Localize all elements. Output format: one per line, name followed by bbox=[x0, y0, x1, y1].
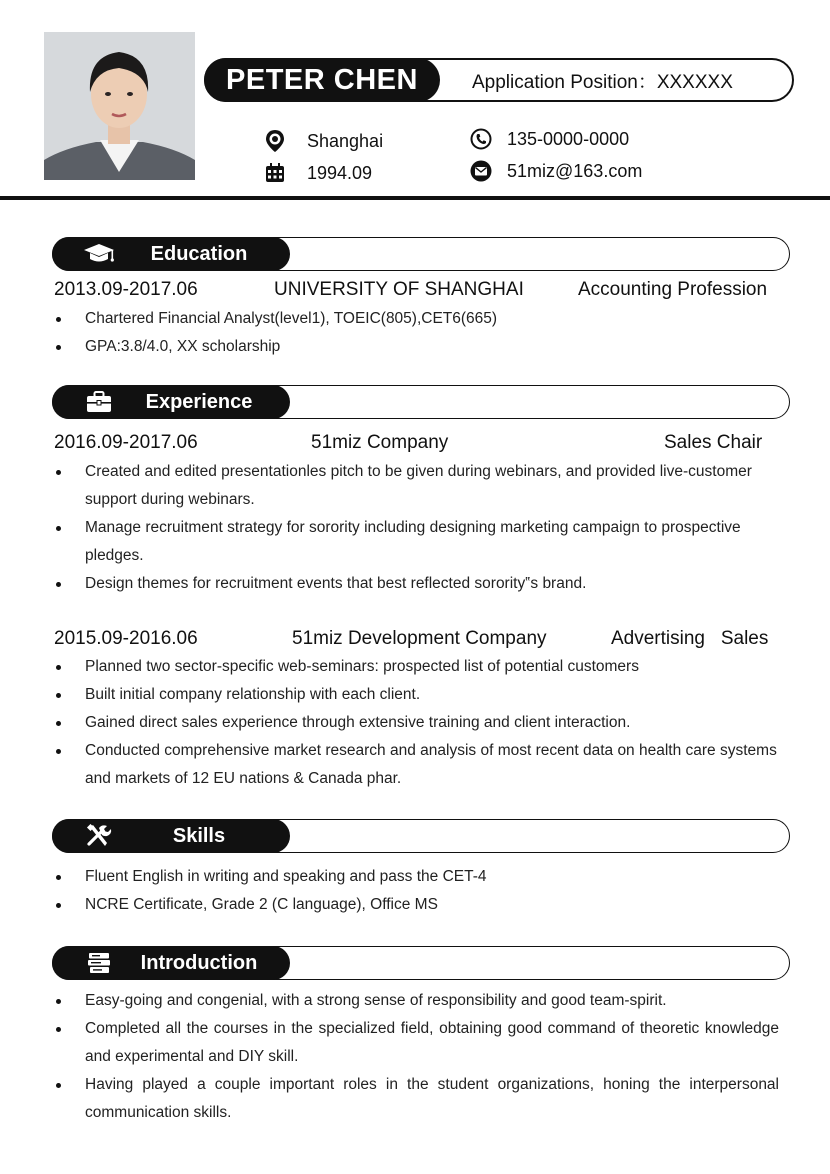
contact-phone bbox=[469, 125, 629, 153]
graduation-cap-icon bbox=[82, 242, 116, 266]
list-item: Built initial company relationship with each client. bbox=[56, 681, 780, 709]
education-section-header bbox=[52, 237, 290, 271]
list-item: Design themes for recruitment events that best reflected sorority‟s brand. bbox=[56, 570, 780, 598]
list-item: Manage recruitment strategy for sorority including designing marketing campaign to prospective pledges. bbox=[56, 514, 780, 570]
job-1-company: 51miz Company bbox=[311, 432, 449, 453]
portrait-illustration bbox=[44, 32, 195, 180]
list-item: Chartered Financial Analyst(level1), TOEIC(805),CET6(665) bbox=[56, 305, 780, 333]
mail-icon bbox=[469, 159, 493, 183]
introduction-title: Introduction bbox=[140, 951, 258, 974]
introduction-bullets bbox=[56, 987, 779, 1127]
introduction-section-header bbox=[52, 946, 290, 980]
header-divider bbox=[0, 196, 830, 200]
list-item: NCRE Certificate, Grade 2 (C language), Office MS bbox=[56, 891, 780, 919]
email-text[interactable]: 51miz@163.com bbox=[507, 160, 643, 181]
phone-icon bbox=[469, 127, 493, 151]
location-text: Shanghai bbox=[307, 130, 384, 151]
job-1-role: Sales Chair bbox=[664, 432, 763, 453]
profile-photo bbox=[44, 32, 195, 180]
list-item: Created and edited presentationles pitch to be given during webinars, and provided live-customer support during webinars. bbox=[56, 458, 780, 514]
job-2-period: 2015.09-2016.06 bbox=[54, 628, 198, 649]
skills-bullets bbox=[56, 863, 780, 919]
education-period: 2013.09-2017.06 bbox=[54, 279, 198, 300]
candidate-name: PETER CHEN bbox=[204, 58, 440, 102]
contact-location bbox=[263, 127, 383, 155]
list-item: Conducted comprehensive market research and analysis of most recent data on health care systems and markets of 12 EU nations & Canada phar. bbox=[56, 737, 780, 793]
tools-icon bbox=[82, 824, 116, 848]
books-icon bbox=[82, 951, 116, 975]
list-item: Having played a couple important roles in the student organizations, honing the interpersonal communication skills. bbox=[56, 1071, 779, 1127]
contact-email bbox=[469, 157, 642, 185]
job-2-bullets bbox=[56, 653, 780, 793]
application-position: Application Position：XXXXXX bbox=[472, 71, 733, 93]
birth-text: 1994.09 bbox=[307, 162, 373, 183]
skills-section-header bbox=[52, 819, 290, 853]
experience-section-header bbox=[52, 385, 290, 419]
experience-title: Experience bbox=[145, 390, 253, 413]
list-item: Completed all the courses in the specialized field, obtaining good command of theoretic knowledge and experimental and DIY skill. bbox=[56, 1015, 779, 1071]
phone-text[interactable]: 135-0000-0000 bbox=[507, 128, 630, 149]
education-major: Accounting Profession bbox=[578, 279, 768, 300]
education-school: UNIVERSITY OF SHANGHAI bbox=[274, 279, 524, 300]
job-1-period: 2016.09-2017.06 bbox=[54, 432, 198, 453]
job-2-role: Advertising Sales bbox=[611, 628, 769, 649]
briefcase-icon bbox=[82, 390, 116, 414]
job-2-company: 51miz Development Company bbox=[292, 628, 547, 649]
job-1-bullets bbox=[56, 458, 780, 598]
education-title: Education bbox=[150, 242, 248, 265]
education-bullets bbox=[56, 305, 780, 361]
list-item: Gained direct sales experience through extensive training and client interaction. bbox=[56, 709, 780, 737]
list-item: GPA:3.8/4.0, XX scholarship bbox=[56, 333, 780, 361]
list-item: Planned two sector-specific web-seminars: prospected list of potential customers bbox=[56, 653, 780, 681]
list-item: Fluent English in writing and speaking and pass the CET-4 bbox=[56, 863, 780, 891]
calendar-icon bbox=[263, 161, 287, 185]
list-item: Easy-going and congenial, with a strong sense of responsibility and good team-spirit. bbox=[56, 987, 779, 1015]
location-pin-icon bbox=[263, 129, 287, 153]
contact-birth bbox=[263, 159, 372, 187]
skills-title: Skills bbox=[172, 824, 226, 847]
